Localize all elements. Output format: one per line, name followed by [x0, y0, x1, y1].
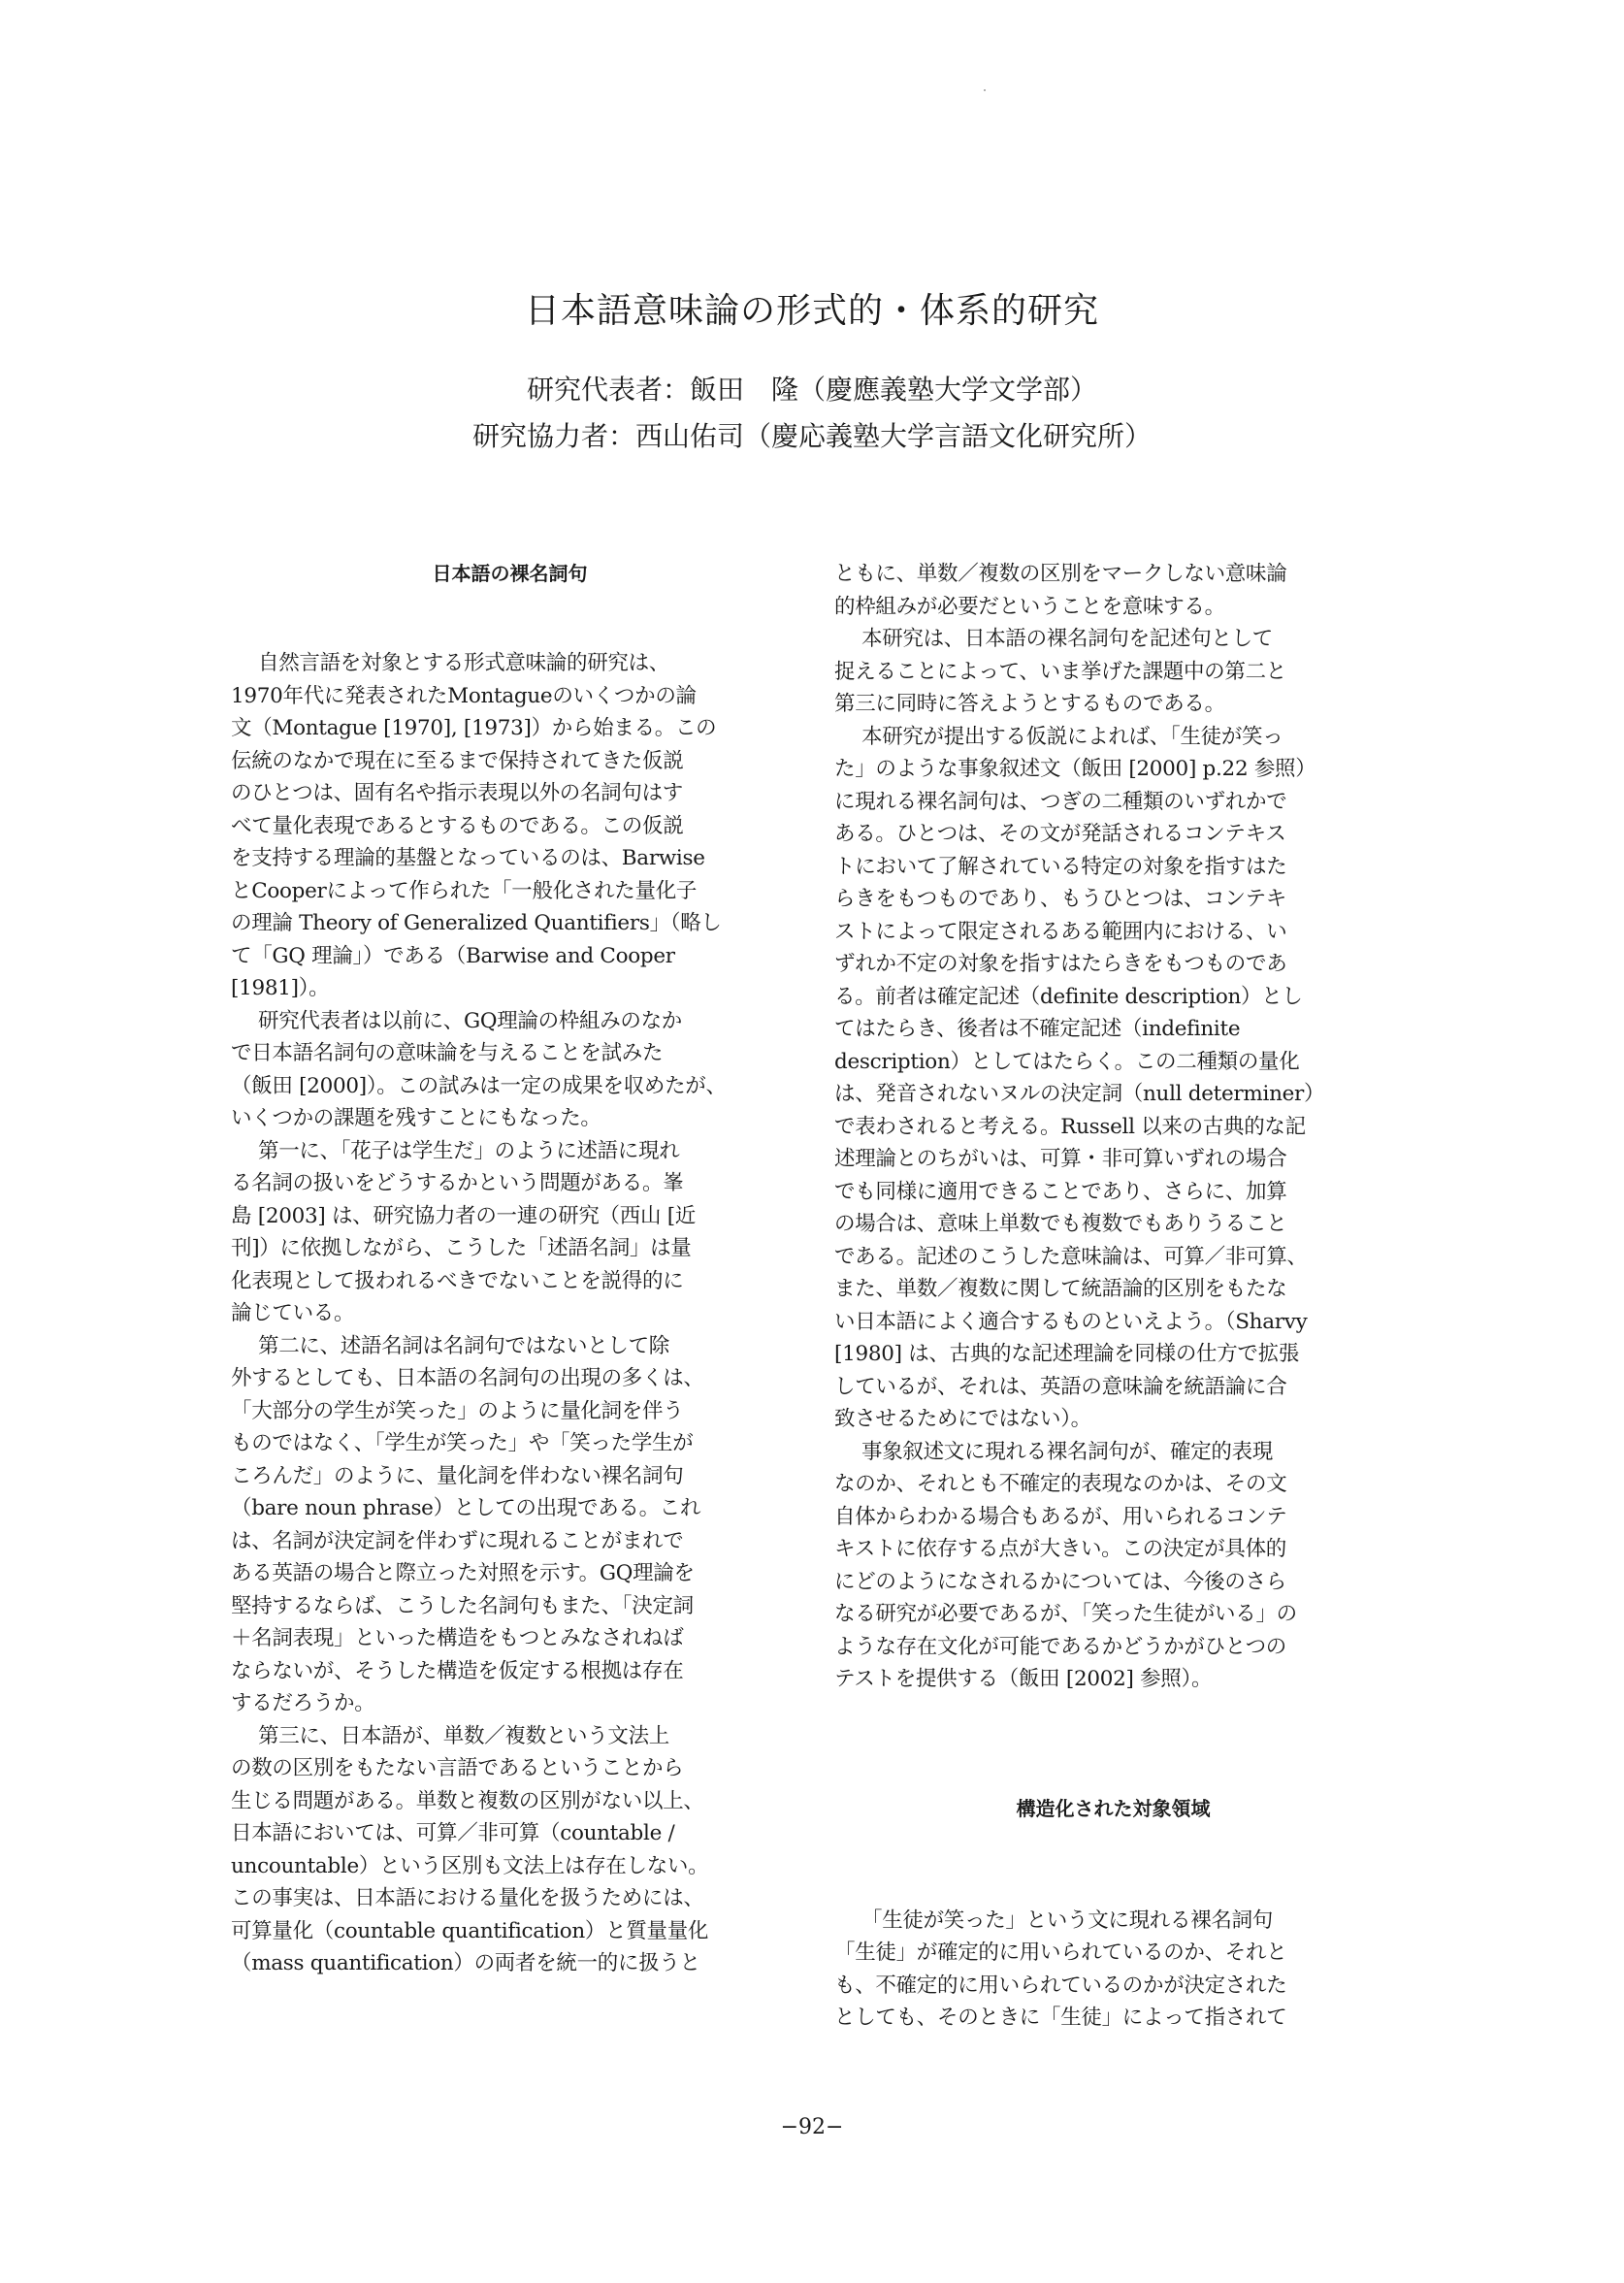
text-line: 致させるためにではない）。	[834, 1407, 1091, 1431]
text-line: 生じる問題がある。単数と複数の区別がない以上、	[231, 1788, 704, 1813]
section-heading-structured-domain: 構造化された対象領域	[1016, 1796, 1211, 1820]
text-line: 可算量化（countable quantification）と質量量化	[231, 1918, 709, 1943]
text-line: （bare noun phrase）としての出現である。これ	[231, 1496, 701, 1520]
section-heading-bare-np: 日本語の裸名詞句	[432, 562, 588, 585]
text-line: とCooperによって作られた「一般化された量化子	[231, 878, 698, 903]
text-line: 述理論とのちがいは、可算・非可算いずれの場合	[834, 1147, 1287, 1171]
paper-title: 日本語意味論の形式的・体系的研究	[524, 291, 1099, 331]
text-line: である。記述のこうした意味論は、可算／非可算、	[834, 1244, 1308, 1269]
text-line: ストによって限定されるある範囲内における、い	[834, 919, 1287, 944]
text-line: も、不確定的に用いられているのかが決定された	[834, 1973, 1287, 1998]
text-line: ＋名詞表現」といった構造をもつとみなされねば	[231, 1626, 684, 1650]
text-line: ころんだ」のように、量化詞を伴わない裸名詞句	[231, 1463, 684, 1488]
text-line: （mass quantification）の両者を統一的に扱うと	[231, 1951, 700, 1975]
text-line: 本研究が提出する仮説によれば、「生徒が笑っ	[861, 724, 1283, 749]
text-line: 第三に、日本語が、単数／複数という文法上	[258, 1723, 670, 1748]
text-line: の数の区別をもたない言語であるということから	[231, 1756, 684, 1780]
text-line: 事象叙述文に現れる裸名詞句が、確定的表現	[861, 1439, 1274, 1464]
text-line: てはたらき、後者は不確定記述（indefinite	[834, 1017, 1241, 1041]
text-line: トにおいて了解されている特定の対象を指すはた	[834, 854, 1287, 879]
text-line: 伝統のなかで現在に至るまで保持されてきた仮説	[231, 748, 684, 773]
collaborator: 研究協力者：西山佑司（慶応義塾大学言語文化研究所）	[471, 420, 1152, 452]
text-line: 「生徒が笑った」という文に現れる裸名詞句	[861, 1908, 1274, 1933]
text-line: 第三に同時に答えようとするものである。	[834, 692, 1225, 716]
text-line: でも同様に適用できることであり、さらに、加算	[834, 1179, 1287, 1204]
text-line: で表わされると考える。Russell 以来の古典的な記	[834, 1114, 1306, 1139]
text-line: 1970年代に発表されたMontagueのいくつかの論	[231, 683, 697, 708]
text-line: いくつかの課題を残すことにもなった。	[231, 1106, 601, 1130]
text-line: 捉えることによって、いま挙げた課題中の第二と	[834, 659, 1286, 684]
text-line: のひとつは、固有名や指示表現以外の名詞句はす	[231, 781, 683, 805]
text-line: description）としてはたらく。この二種類の量化	[834, 1049, 1300, 1074]
text-line: （飯田 [2000]）。この試みは一定の成果を収めたが、	[231, 1073, 727, 1098]
text-line: 島 [2003] は、研究協力者の一連の研究（西山 [近	[231, 1203, 696, 1228]
text-line: ものではなく、「学生が笑った」や「笑った学生が	[231, 1431, 694, 1455]
text-line: 研究代表者は以前に、GQ理論の枠組みのなか	[258, 1008, 683, 1033]
left-column	[231, 558, 789, 1980]
text-line: で日本語名詞句の意味論を与えることを試みた	[231, 1041, 664, 1065]
text-line: この事実は、日本語における量化を扱うためには、	[231, 1886, 704, 1910]
text-line: る名詞の扱いをどうするかという問題がある。峯	[231, 1171, 684, 1195]
text-line: 自体からわかる場合もあるが、用いられるコンテ	[834, 1504, 1287, 1529]
text-line: ある。ひとつは、その文が発話されるコンテキス	[834, 822, 1286, 846]
text-line: テストを提供する（飯田 [2002] 参照）。	[834, 1667, 1213, 1691]
text-line: 堅持するならば、こうした名詞句もまた、「決定詞	[231, 1593, 694, 1618]
text-line: にどのようになされるかについては、今後のさら	[834, 1569, 1286, 1594]
text-line: ずれか不定の対象を指すはたらきをもつものであ	[834, 952, 1287, 976]
text-line: 日本語においては、可算／非可算（countable /	[231, 1821, 675, 1845]
text-line: 自然言語を対象とする形式意味論的研究は、	[258, 651, 670, 675]
text-line: 外するとしても、日本語の名詞句の出現の多くは、	[231, 1366, 704, 1390]
text-line: の場合は、意味上単数でも複数でもありうること	[834, 1212, 1287, 1236]
text-line: 「大部分の学生が笑った」のように量化詞を伴う	[231, 1398, 684, 1423]
right-column	[834, 558, 1392, 2035]
text-line: 本研究は、日本語の裸名詞句を記述句として	[861, 627, 1274, 651]
text-line: [1981]）。	[231, 976, 330, 1000]
text-line: しているが、それは、英語の意味論を統語論に合	[834, 1374, 1287, 1399]
text-line: 第二に、述語名詞は名詞句ではないとして除	[258, 1333, 670, 1358]
text-line: る。前者は確定記述（definite description）とし	[834, 984, 1303, 1009]
principal-investigator: 研究代表者：飯田 隆（慶應義塾大学文学部）	[526, 374, 1097, 406]
text-line: ならないが、そうした構造を仮定する根拠は存在	[231, 1658, 684, 1683]
text-line: を支持する理論的基盤となっているのは、Barwise	[231, 846, 705, 870]
text-line: ような存在文化が可能であるかどうかがひとつの	[834, 1634, 1286, 1659]
text-line: また、単数／複数に関して統語論的区別をもたな	[834, 1277, 1287, 1301]
text-line: 論じている。	[231, 1301, 355, 1325]
text-line: 「生徒」が確定的に用いられているのか、それと	[834, 1941, 1287, 1965]
text-line: て「GQ 理論」）である（Barwise and Cooper	[231, 943, 675, 968]
text-line: の理論 Theory of Generalized Quantifiers」（略し	[231, 911, 722, 935]
text-line: 的枠組みが必要だということを意味する。	[834, 594, 1225, 619]
text-line: なる研究が必要であるが、「笑った生徒がいる」の	[834, 1602, 1297, 1626]
text-line: としても、そのときに「生徒」によって指されて	[834, 2006, 1287, 2030]
text-line: らきをもつものであり、もうひとつは、コンテキ	[834, 887, 1286, 911]
text-line: べて量化表現であるとするものである。この仮説	[231, 813, 684, 838]
text-line: uncountable）という区別も文法上は存在しない。	[231, 1853, 709, 1878]
text-line: [1980] は、古典的な記述理論を同様の仕方で拡張	[834, 1342, 1300, 1366]
text-line: は、名詞が決定詞を伴わずに現れることがまれで	[231, 1528, 684, 1553]
text-line: するだろうか。	[231, 1691, 375, 1715]
text-line: ともに、単数／複数の区別をマークしない意味論	[834, 562, 1287, 586]
text-line: は、発音されないヌルの決定詞（null determiner）	[834, 1082, 1325, 1106]
text-line: い日本語によく適合するものといえよう。（Sharvy	[834, 1309, 1308, 1334]
text-line: 刊]）に依拠しながら、こうした「述語名詞」は量	[231, 1236, 692, 1260]
text-line: に現れる裸名詞句は、つぎの二種類のいずれかで	[834, 789, 1287, 814]
scan-speck	[984, 89, 986, 91]
text-line: なのか、それとも不確定的表現なのかは、その文	[834, 1472, 1287, 1496]
text-line: た」のような事象叙述文（飯田 [2000] p.22 参照）	[834, 757, 1316, 781]
text-line: 化表現として扱われるべきでないことを説得的に	[231, 1268, 684, 1293]
text-line: キストに依存する点が大きい。この決定が具体的	[834, 1537, 1286, 1561]
text-line: 第一に、「花子は学生だ」のように述語に現れ	[258, 1138, 680, 1163]
text-line: ある英語の場合と際立った対照を示す。GQ理論を	[231, 1561, 695, 1585]
page-number: −92−	[780, 2115, 844, 2139]
text-line: 文（Montague [1970], [1973]）から始まる。この	[231, 716, 717, 740]
